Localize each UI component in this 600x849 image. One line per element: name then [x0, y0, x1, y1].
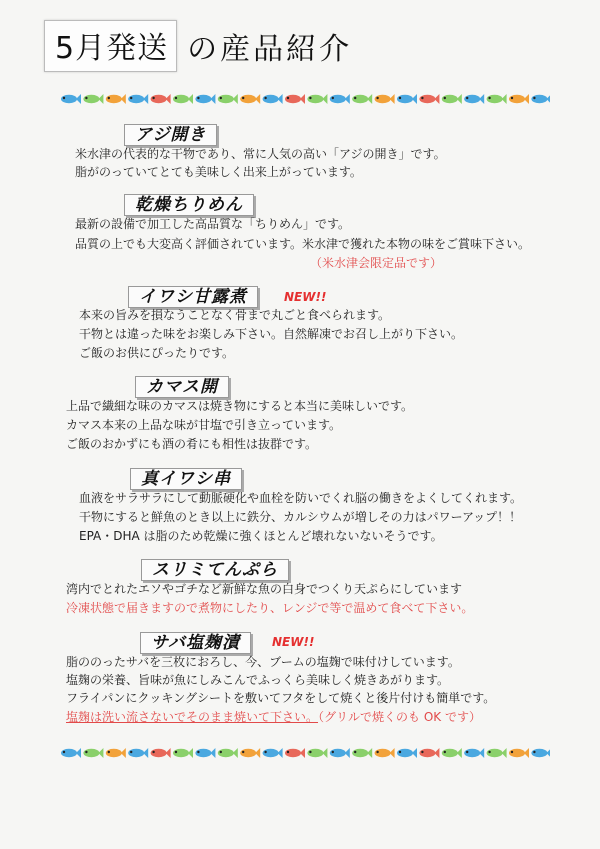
fish-icon [509, 94, 529, 104]
fish-icon [352, 748, 372, 758]
fish-icon [285, 748, 305, 758]
fish-icon [464, 748, 484, 758]
fish-icon [263, 94, 283, 104]
fish-icon [419, 94, 439, 104]
fish-icon [83, 94, 103, 104]
fish-icon [487, 748, 507, 758]
fish-icon [106, 748, 126, 758]
fish-icon [285, 94, 305, 104]
title-boxed-part: 5月発送 [44, 20, 177, 72]
fish-icon [307, 748, 327, 758]
product-heading-chirimen: 乾燥ちりめん [124, 194, 254, 216]
new-badge: NEW!! [284, 290, 327, 304]
product-warning-text: 塩麹は洗い流さないでそのまま焼いて下さい。 [66, 710, 319, 724]
fish-icon [195, 94, 215, 104]
fish-icon [464, 94, 484, 104]
product-text: 品質の上でも大変高く評価されています。米水津で獲れた本物の味をご賞味下さい。 [75, 237, 531, 251]
fish-border-top [58, 90, 550, 108]
fish-icon [509, 748, 529, 758]
title-rest-part: の産品紹介 [187, 32, 353, 67]
fish-border-svg [58, 90, 550, 108]
fish-icon [173, 748, 193, 758]
product-text: 脂がのっていてとても美味しく出来上がっています。 [75, 165, 362, 179]
fish-icon [352, 94, 372, 104]
fish-icon [83, 748, 103, 758]
fish-icon [218, 748, 238, 758]
product-text: 上品で繊細な味のカマスは焼き物にすると本当に美味しいです。 [66, 399, 414, 413]
product-warning-text: 冷凍状態で届きますので煮物にしたり、レンジで等で温めて食べて下さい。 [66, 601, 474, 615]
fish-icon [173, 94, 193, 104]
product-text: 血液をサラサラにして動脈硬化や血栓を防いでくれ脳の働きをよくしてくれます。 [79, 491, 523, 505]
product-text: ご飯のおかずにも酒の肴にも相性は抜群です。 [66, 437, 318, 451]
fish-icon [442, 748, 462, 758]
product-warning-line [66, 709, 481, 725]
fish-icon [397, 748, 417, 758]
fish-icon [151, 748, 171, 758]
product-heading-saba-shiokoji: サバ塩麹漬 [140, 632, 251, 654]
product-heading-iwashi-kanroni: イワシ甘露煮 [128, 286, 258, 308]
product-heading-aji: アジ開き [124, 124, 217, 146]
fish-icon [61, 748, 81, 758]
product-text: 米水津の代表的な干物であり、常に人気の高い「アジの開き」です。 [75, 147, 446, 161]
product-text: カマス本来の上品な味が甘塩で引き立っています。 [66, 418, 342, 432]
fish-icon [330, 94, 350, 104]
product-text: EPA・DHA は脂のため乾燥に強くほとんど壊れないないそうです。 [79, 529, 443, 543]
product-warning-text: （グリルで焼くのも OK です） [318, 710, 481, 724]
fish-icon [218, 94, 238, 104]
product-text: 干物とは違った味をお楽しみ下さい。自然解凍でお召し上がり下さい。 [79, 327, 464, 341]
product-text: 最新の設備で加工した高品質な「ちりめん」です。 [75, 217, 351, 231]
fish-icon [240, 748, 260, 758]
fish-icon [240, 94, 260, 104]
fish-icon [419, 748, 439, 758]
fish-border-bottom [58, 744, 550, 762]
product-text: 干物にすると鮮魚のとき以上に鉄分、カルシウムが増しその力はパワーアップ！！ [79, 510, 522, 524]
product-text: 塩麹の栄養、旨味が魚にしみこんでふっくら美味しく焼きあがります。 [66, 673, 450, 687]
fish-border-svg [58, 744, 550, 762]
fish-icon [61, 94, 81, 104]
product-text: 本来の旨みを損なうことなく骨まで丸ごと食べられます。 [79, 308, 391, 322]
page-title [44, 24, 352, 68]
fish-icon [375, 94, 395, 104]
fish-icon [195, 748, 215, 758]
fish-icon [151, 94, 171, 104]
fish-icon [128, 94, 148, 104]
fish-icon [375, 748, 395, 758]
product-heading-kamasu: カマス開 [135, 376, 229, 398]
limited-note: （米水津会限定品です） [310, 256, 443, 270]
product-heading-iwashi-kushi: 真イワシ串 [130, 468, 242, 490]
fish-icon [330, 748, 350, 758]
fish-icon [106, 94, 126, 104]
fish-icon [263, 748, 283, 758]
fish-icon [487, 94, 507, 104]
product-text: 脂ののったサバを三枚におろし、今、ブームの塩麹で味付けしています。 [66, 655, 460, 669]
fish-icon [531, 748, 550, 758]
product-text: フライパンにクッキングシートを敷いてフタをして焼くと後片付けも簡単です。 [66, 691, 496, 705]
fish-icon [397, 94, 417, 104]
product-heading-surimi-tempura: スリミてんぷら [141, 559, 289, 581]
product-text: 湾内でとれたエソやゴチなど新鮮な魚の白身でつくり天ぷらにしています [66, 582, 463, 596]
new-badge: NEW!! [272, 635, 315, 649]
fish-icon [128, 748, 148, 758]
product-text: ご飯のお供にぴったりです。 [79, 346, 235, 360]
fish-icon [531, 94, 550, 104]
fish-icon [307, 94, 327, 104]
fish-icon [442, 94, 462, 104]
